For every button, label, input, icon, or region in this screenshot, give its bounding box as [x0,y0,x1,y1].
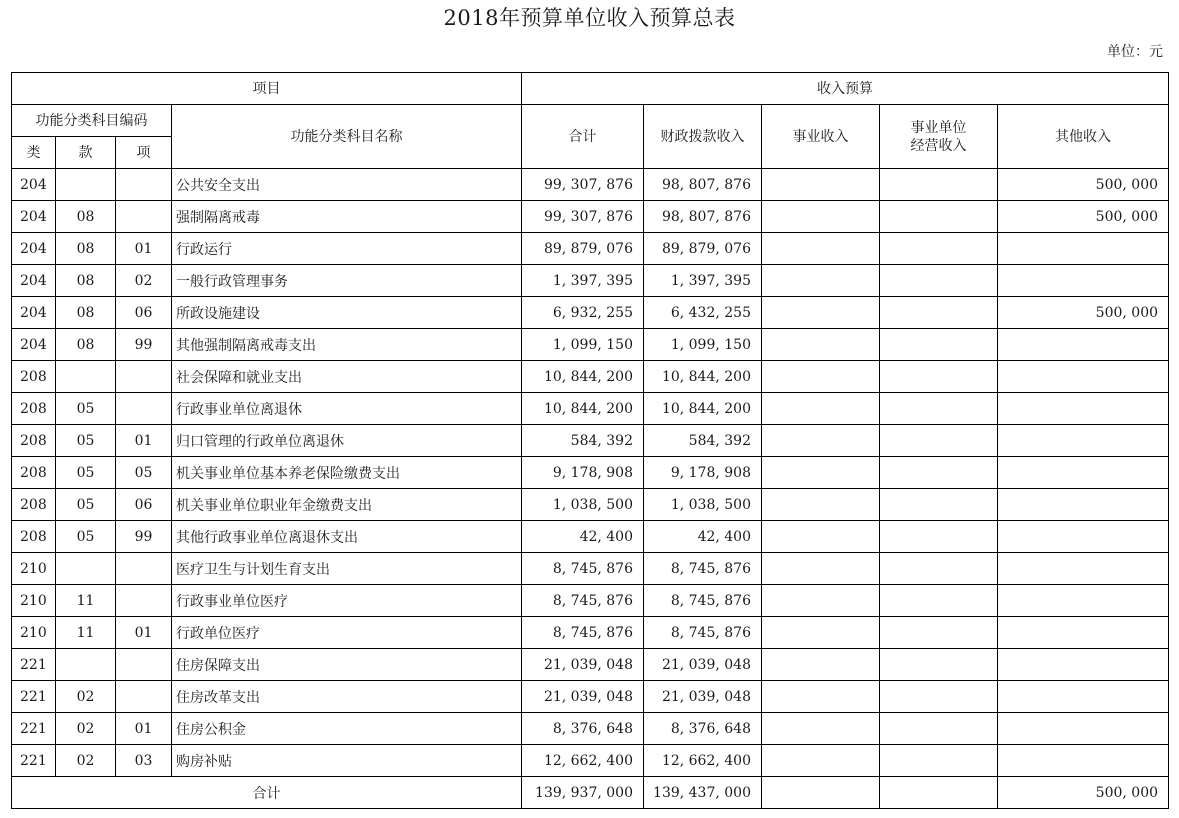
cell-other [998,617,1169,649]
cell-total: 1, 397, 395 [522,265,644,297]
cell-name: 所政设施建设 [172,297,522,329]
cell-other [998,489,1169,521]
cell-fiscal: 8, 745, 876 [644,585,762,617]
cell-kuan: 08 [56,297,116,329]
cell-lei: 221 [12,681,56,713]
cell-name: 机关事业单位基本养老保险缴费支出 [172,457,522,489]
cell-name: 一般行政管理事务 [172,265,522,297]
cell-operating [880,681,998,713]
cell-name: 社会保障和就业支出 [172,361,522,393]
cell-total: 12, 662, 400 [522,745,644,777]
cell-total: 1, 099, 150 [522,329,644,361]
cell-xiang: 06 [116,489,172,521]
cell-lei: 210 [12,585,56,617]
cell-xiang [116,201,172,233]
cell-fiscal: 42, 400 [644,521,762,553]
total-row [12,777,1169,809]
cell-xiang [116,393,172,425]
cell-operating [880,617,998,649]
cell-lei: 204 [12,169,56,201]
cell-fiscal: 21, 039, 048 [644,681,762,713]
cell-lei: 208 [12,521,56,553]
cell-name: 其他强制隔离戒毒支出 [172,329,522,361]
cell-fiscal: 10, 844, 200 [644,393,762,425]
cell-kuan: 02 [56,745,116,777]
header-kuan: 款 [56,137,116,169]
table-row [12,489,1169,521]
total-sum: 139, 937, 000 [522,777,644,809]
cell-business [762,585,880,617]
header-lei: 类 [12,137,56,169]
cell-kuan: 05 [56,393,116,425]
header-func-code: 功能分类科目编码 [12,105,172,137]
cell-fiscal: 10, 844, 200 [644,361,762,393]
cell-total: 21, 039, 048 [522,649,644,681]
cell-business [762,681,880,713]
cell-business [762,553,880,585]
cell-xiang [116,361,172,393]
cell-operating [880,265,998,297]
cell-xiang [116,169,172,201]
cell-operating [880,521,998,553]
cell-lei: 204 [12,233,56,265]
cell-total: 1, 038, 500 [522,489,644,521]
total-operating [880,777,998,809]
table-row [12,265,1169,297]
cell-lei: 204 [12,329,56,361]
total-fiscal: 139, 437, 000 [644,777,762,809]
cell-other [998,585,1169,617]
cell-fiscal: 8, 376, 648 [644,713,762,745]
cell-fiscal: 584, 392 [644,425,762,457]
table-row [12,681,1169,713]
cell-business [762,457,880,489]
cell-operating [880,649,998,681]
header-row-1 [12,73,1169,105]
cell-operating [880,361,998,393]
cell-fiscal: 8, 745, 876 [644,553,762,585]
cell-fiscal: 98, 807, 876 [644,169,762,201]
cell-lei: 221 [12,713,56,745]
cell-business [762,329,880,361]
cell-total: 9, 178, 908 [522,457,644,489]
cell-business [762,521,880,553]
cell-kuan [56,361,116,393]
cell-name: 行政单位医疗 [172,617,522,649]
cell-business [762,617,880,649]
header-fiscal: 财政拨款收入 [644,105,762,169]
table-row [12,329,1169,361]
cell-kuan [56,553,116,585]
cell-total: 99, 307, 876 [522,169,644,201]
cell-fiscal: 6, 432, 255 [644,297,762,329]
cell-lei: 204 [12,265,56,297]
cell-other [998,329,1169,361]
cell-total: 8, 745, 876 [522,585,644,617]
table-row [12,553,1169,585]
cell-lei: 208 [12,361,56,393]
cell-lei: 208 [12,425,56,457]
table-row [12,585,1169,617]
cell-name: 医疗卫生与计划生育支出 [172,553,522,585]
cell-business [762,393,880,425]
cell-lei: 208 [12,393,56,425]
cell-name: 机关事业单位职业年金缴费支出 [172,489,522,521]
table-row [12,521,1169,553]
cell-kuan: 05 [56,457,116,489]
cell-xiang: 01 [116,233,172,265]
cell-xiang: 99 [116,521,172,553]
cell-kuan: 08 [56,329,116,361]
cell-xiang [116,585,172,617]
cell-kuan: 05 [56,489,116,521]
cell-name: 公共安全支出 [172,169,522,201]
cell-total: 21, 039, 048 [522,681,644,713]
cell-business [762,745,880,777]
cell-fiscal: 21, 039, 048 [644,649,762,681]
cell-kuan: 05 [56,425,116,457]
cell-name: 强制隔离戒毒 [172,201,522,233]
cell-other: 500, 000 [998,297,1169,329]
cell-xiang: 02 [116,265,172,297]
cell-other [998,521,1169,553]
cell-operating [880,233,998,265]
cell-business [762,265,880,297]
cell-other [998,681,1169,713]
unit-label: 单位：元 [1107,44,1163,60]
cell-other [998,553,1169,585]
cell-xiang [116,681,172,713]
cell-xiang: 01 [116,713,172,745]
cell-other [998,361,1169,393]
cell-fiscal: 1, 099, 150 [644,329,762,361]
header-project: 项目 [12,73,522,105]
cell-operating [880,489,998,521]
cell-operating [880,297,998,329]
cell-operating [880,713,998,745]
cell-total: 6, 932, 255 [522,297,644,329]
cell-other [998,745,1169,777]
cell-operating [880,457,998,489]
cell-lei: 221 [12,649,56,681]
cell-total: 10, 844, 200 [522,393,644,425]
total-other: 500, 000 [998,777,1169,809]
cell-total: 8, 745, 876 [522,617,644,649]
cell-operating [880,745,998,777]
budget-table [11,72,1169,809]
cell-other: 500, 000 [998,201,1169,233]
header-business: 事业收入 [762,105,880,169]
cell-total: 10, 844, 200 [522,361,644,393]
cell-kuan: 11 [56,585,116,617]
table-body [12,169,1169,777]
cell-other [998,649,1169,681]
cell-kuan: 08 [56,233,116,265]
cell-kuan: 08 [56,265,116,297]
cell-total: 42, 400 [522,521,644,553]
table-row [12,745,1169,777]
cell-fiscal: 89, 879, 076 [644,233,762,265]
header-total: 合计 [522,105,644,169]
header-income-budget: 收入预算 [522,73,1169,105]
cell-operating [880,425,998,457]
cell-operating [880,553,998,585]
cell-name: 行政事业单位离退休 [172,393,522,425]
cell-name: 购房补贴 [172,745,522,777]
cell-lei: 210 [12,617,56,649]
cell-operating [880,201,998,233]
table-row [12,617,1169,649]
header-operating [880,105,998,169]
cell-total: 8, 745, 876 [522,553,644,585]
cell-lei: 204 [12,201,56,233]
cell-xiang: 06 [116,297,172,329]
table-row [12,297,1169,329]
cell-xiang: 05 [116,457,172,489]
header-operating-line2: 经营收入 [910,137,967,154]
cell-fiscal: 9, 178, 908 [644,457,762,489]
cell-business [762,425,880,457]
table-row [12,169,1169,201]
cell-fiscal: 1, 397, 395 [644,265,762,297]
cell-fiscal: 12, 662, 400 [644,745,762,777]
cell-name: 行政运行 [172,233,522,265]
header-other: 其他收入 [998,105,1169,169]
cell-lei: 208 [12,457,56,489]
cell-other [998,233,1169,265]
cell-lei: 210 [12,553,56,585]
cell-fiscal: 8, 745, 876 [644,617,762,649]
cell-kuan: 05 [56,521,116,553]
cell-kuan [56,649,116,681]
cell-lei: 208 [12,489,56,521]
cell-operating [880,393,998,425]
table-row [12,457,1169,489]
table-row [12,201,1169,233]
cell-kuan [56,169,116,201]
cell-operating [880,329,998,361]
cell-fiscal: 98, 807, 876 [644,201,762,233]
header-func-name: 功能分类科目名称 [172,105,522,169]
cell-business [762,233,880,265]
cell-other [998,457,1169,489]
cell-fiscal: 1, 038, 500 [644,489,762,521]
table-row [12,649,1169,681]
total-label: 合计 [12,777,522,809]
cell-name: 住房公积金 [172,713,522,745]
table-row [12,425,1169,457]
cell-xiang [116,649,172,681]
cell-kuan: 08 [56,201,116,233]
cell-lei: 204 [12,297,56,329]
cell-other [998,713,1169,745]
cell-other: 500, 000 [998,169,1169,201]
cell-total: 89, 879, 076 [522,233,644,265]
cell-other [998,393,1169,425]
cell-lei: 221 [12,745,56,777]
page-title: 2018年预算单位收入预算总表 [443,6,736,30]
cell-other [998,425,1169,457]
cell-business [762,201,880,233]
cell-operating [880,169,998,201]
cell-name: 其他行政事业单位离退休支出 [172,521,522,553]
cell-kuan: 02 [56,681,116,713]
total-business [762,777,880,809]
cell-name: 住房保障支出 [172,649,522,681]
cell-xiang [116,553,172,585]
header-row-2 [12,105,1169,137]
cell-operating [880,585,998,617]
header-operating-line1: 事业单位 [910,119,967,136]
header-xiang: 项 [116,137,172,169]
cell-xiang: 99 [116,329,172,361]
cell-business [762,169,880,201]
cell-business [762,361,880,393]
cell-kuan: 11 [56,617,116,649]
cell-other [998,265,1169,297]
cell-total: 8, 376, 648 [522,713,644,745]
cell-business [762,297,880,329]
cell-total: 99, 307, 876 [522,201,644,233]
table-row [12,233,1169,265]
table-row [12,361,1169,393]
cell-name: 行政事业单位医疗 [172,585,522,617]
cell-business [762,489,880,521]
cell-kuan: 02 [56,713,116,745]
cell-xiang: 01 [116,425,172,457]
table-row [12,713,1169,745]
cell-business [762,713,880,745]
table-row [12,393,1169,425]
cell-business [762,649,880,681]
cell-xiang: 01 [116,617,172,649]
cell-xiang: 03 [116,745,172,777]
cell-name: 住房改革支出 [172,681,522,713]
cell-name: 归口管理的行政单位离退休 [172,425,522,457]
cell-total: 584, 392 [522,425,644,457]
